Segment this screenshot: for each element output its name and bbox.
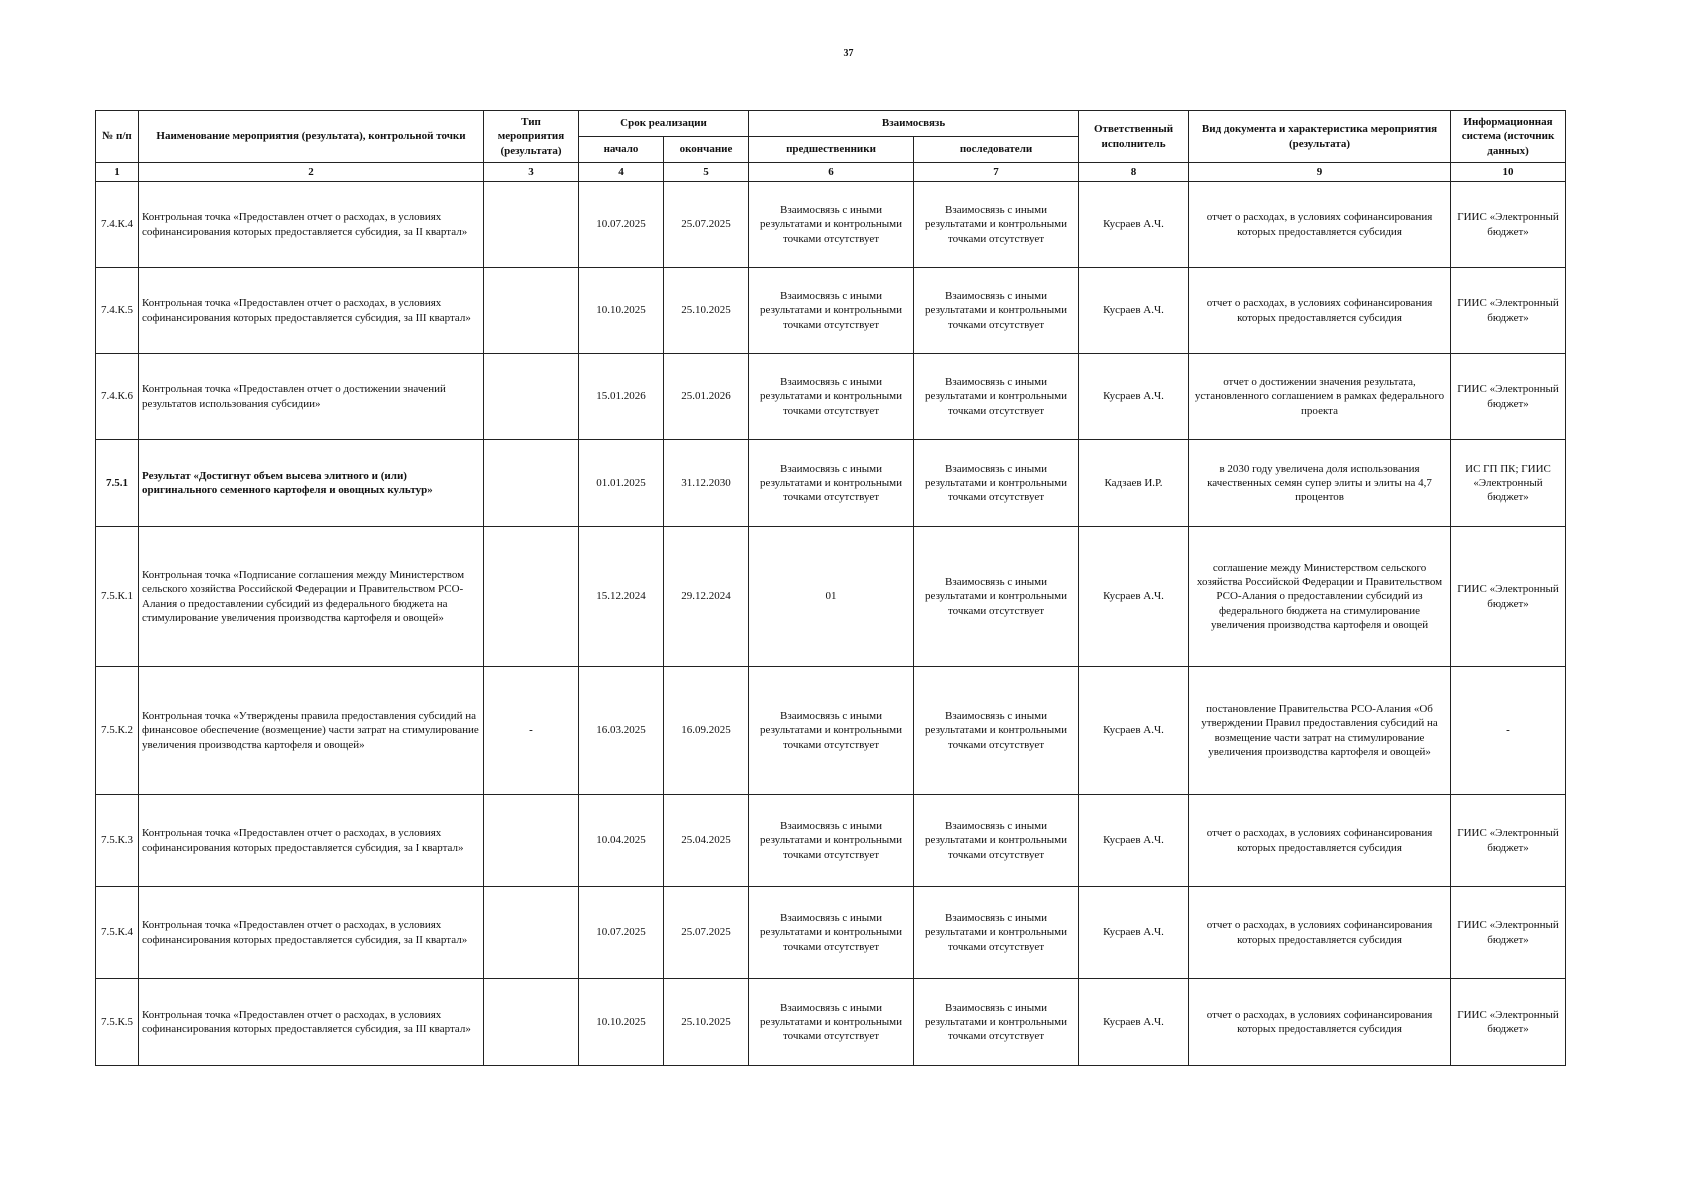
row-end-date: 25.04.2025: [664, 795, 749, 887]
row-info-system: ГИИС «Электронный бюджет»: [1451, 887, 1566, 979]
row-type: [484, 440, 579, 527]
row-name: Контрольная точка «Предоставлен отчет о расходах, в условиях софинансирования которых предоставляется субсидия, за II квартал»: [139, 887, 484, 979]
row-name: Контрольная точка «Предоставлен отчет о расходах, в условиях софинансирования которых предоставляется субсидия, за I квартал»: [139, 795, 484, 887]
column-number: 6: [749, 163, 914, 182]
row-start-date: 15.12.2024: [579, 527, 664, 667]
row-type: [484, 795, 579, 887]
row-successors: Взаимосвязь с иными результатами и контрольными точками отсутствует: [914, 667, 1079, 795]
row-successors: Взаимосвязь с иными результатами и контрольными точками отсутствует: [914, 440, 1079, 527]
row-successors: Взаимосвязь с иными результатами и контрольными точками отсутствует: [914, 182, 1079, 268]
row-start-date: 15.01.2026: [579, 354, 664, 440]
row-type: [484, 527, 579, 667]
page-number: 37: [843, 48, 854, 59]
header-start: начало: [579, 137, 664, 163]
row-responsible: Кусраев А.Ч.: [1079, 182, 1189, 268]
column-number: 2: [139, 163, 484, 182]
table-body: [96, 163, 1566, 1066]
row-name: Результат «Достигнут объем высева элитного и (или) оригинального семенного картофеля и овощных культур»: [139, 440, 484, 527]
row-name: Контрольная точка «Предоставлен отчет о расходах, в условиях софинансирования которых предоставляется субсидия, за III квартал»: [139, 268, 484, 354]
row-type: [484, 354, 579, 440]
column-number: 5: [664, 163, 749, 182]
header-successors: последователи: [914, 137, 1079, 163]
row-document: отчет о расходах, в условиях софинансирования которых предоставляется субсидия: [1189, 182, 1451, 268]
row-successors: Взаимосвязь с иными результатами и контрольными точками отсутствует: [914, 268, 1079, 354]
table-row: [96, 667, 1566, 795]
header-type: Тип мероприятия (результата): [484, 111, 579, 163]
row-start-date: 10.10.2025: [579, 268, 664, 354]
row-document: в 2030 году увеличена доля использования качественных семян супер элиты и элиты на 4,7 процентов: [1189, 440, 1451, 527]
column-number: 10: [1451, 163, 1566, 182]
row-predecessors: Взаимосвязь с иными результатами и контрольными точками отсутствует: [749, 182, 914, 268]
column-number: 9: [1189, 163, 1451, 182]
row-name: Контрольная точка «Утверждены правила предоставления субсидий на финансовое обеспечение (возмещение) части затрат на стимулирование увеличения производства картофеля и овощей»: [139, 667, 484, 795]
column-number: 4: [579, 163, 664, 182]
column-number: 8: [1079, 163, 1189, 182]
row-predecessors: Взаимосвязь с иными результатами и контрольными точками отсутствует: [749, 667, 914, 795]
row-responsible: Кусраев А.Ч.: [1079, 979, 1189, 1066]
row-code: 7.5.К.2: [96, 667, 139, 795]
row-responsible: Кусраев А.Ч.: [1079, 268, 1189, 354]
header-predecessors: предшественники: [749, 137, 914, 163]
row-start-date: 10.10.2025: [579, 979, 664, 1066]
row-end-date: 25.10.2025: [664, 979, 749, 1066]
row-info-system: ГИИС «Электронный бюджет»: [1451, 795, 1566, 887]
row-document: отчет о расходах, в условиях софинансирования которых предоставляется субсидия: [1189, 979, 1451, 1066]
row-info-system: ГИИС «Электронный бюджет»: [1451, 979, 1566, 1066]
row-info-system: ГИИС «Электронный бюджет»: [1451, 182, 1566, 268]
row-start-date: 10.07.2025: [579, 887, 664, 979]
row-successors: Взаимосвязь с иными результатами и контрольными точками отсутствует: [914, 354, 1079, 440]
row-document: соглашение между Министерством сельского хозяйства Российской Федерации и Правительством РСО-Алания о предоставлении субсидий из федерального бюджета на стимулирование увеличения производства картофеля и овощей: [1189, 527, 1451, 667]
row-predecessors: Взаимосвязь с иными результатами и контрольными точками отсутствует: [749, 268, 914, 354]
row-end-date: 16.09.2025: [664, 667, 749, 795]
header-name: Наименование мероприятия (результата), контрольной точки: [139, 111, 484, 163]
header-responsible: Ответственный исполнитель: [1079, 111, 1189, 163]
row-successors: Взаимосвязь с иными результатами и контрольными точками отсутствует: [914, 527, 1079, 667]
row-document: отчет о расходах, в условиях софинансирования которых предоставляется субсидия: [1189, 887, 1451, 979]
row-end-date: 25.10.2025: [664, 268, 749, 354]
row-type: [484, 182, 579, 268]
header-end: окончание: [664, 137, 749, 163]
row-type: [484, 268, 579, 354]
row-successors: Взаимосвязь с иными результатами и контрольными точками отсутствует: [914, 887, 1079, 979]
table-row: [96, 887, 1566, 979]
row-successors: Взаимосвязь с иными результатами и контрольными точками отсутствует: [914, 795, 1079, 887]
row-responsible: Кадзаев И.Р.: [1079, 440, 1189, 527]
column-number-row: [96, 163, 1566, 182]
row-predecessors: Взаимосвязь с иными результатами и контрольными точками отсутствует: [749, 979, 914, 1066]
row-predecessors: 01: [749, 527, 914, 667]
header-num: № п/п: [96, 111, 139, 163]
table-header: [96, 111, 1566, 163]
row-name: Контрольная точка «Предоставлен отчет о достижении значений результатов использования субсидии»: [139, 354, 484, 440]
table-row: [96, 795, 1566, 887]
header-period: Срок реализации: [579, 111, 749, 137]
row-info-system: ГИИС «Электронный бюджет»: [1451, 354, 1566, 440]
column-number: 1: [96, 163, 139, 182]
row-start-date: 16.03.2025: [579, 667, 664, 795]
row-info-system: ИС ГП ПК; ГИИС «Электронный бюджет»: [1451, 440, 1566, 527]
row-document: отчет о расходах, в условиях софинансирования которых предоставляется субсидия: [1189, 795, 1451, 887]
row-predecessors: Взаимосвязь с иными результатами и контрольными точками отсутствует: [749, 887, 914, 979]
row-info-system: -: [1451, 667, 1566, 795]
column-number: 3: [484, 163, 579, 182]
row-type: -: [484, 667, 579, 795]
row-predecessors: Взаимосвязь с иными результатами и контрольными точками отсутствует: [749, 354, 914, 440]
row-code: 7.4.К.5: [96, 268, 139, 354]
row-end-date: 31.12.2030: [664, 440, 749, 527]
row-info-system: ГИИС «Электронный бюджет»: [1451, 527, 1566, 667]
row-end-date: 25.01.2026: [664, 354, 749, 440]
row-code: 7.5.К.3: [96, 795, 139, 887]
row-document: постановление Правительства РСО-Алания «Об утверждении Правил предоставления субсидий на возмещение части затрат на стимулирование увеличения производства картофеля и овощей»: [1189, 667, 1451, 795]
row-document: отчет о расходах, в условиях софинансирования которых предоставляется субсидия: [1189, 268, 1451, 354]
row-predecessors: Взаимосвязь с иными результатами и контрольными точками отсутствует: [749, 440, 914, 527]
header-doc: Вид документа и характеристика мероприятия (результата): [1189, 111, 1451, 163]
row-successors: Взаимосвязь с иными результатами и контрольными точками отсутствует: [914, 979, 1079, 1066]
row-responsible: Кусраев А.Ч.: [1079, 667, 1189, 795]
row-type: [484, 887, 579, 979]
row-type: [484, 979, 579, 1066]
row-end-date: 25.07.2025: [664, 182, 749, 268]
row-end-date: 29.12.2024: [664, 527, 749, 667]
row-code: 7.5.К.4: [96, 887, 139, 979]
row-info-system: ГИИС «Электронный бюджет»: [1451, 268, 1566, 354]
row-start-date: 10.07.2025: [579, 182, 664, 268]
table-row: [96, 354, 1566, 440]
row-responsible: Кусраев А.Ч.: [1079, 354, 1189, 440]
row-start-date: 10.04.2025: [579, 795, 664, 887]
row-end-date: 25.07.2025: [664, 887, 749, 979]
row-document: отчет о достижении значения результата, установленного соглашением в рамках федерального проекта: [1189, 354, 1451, 440]
table-row: [96, 268, 1566, 354]
row-predecessors: Взаимосвязь с иными результатами и контрольными точками отсутствует: [749, 795, 914, 887]
table-row: [96, 440, 1566, 527]
row-responsible: Кусраев А.Ч.: [1079, 795, 1189, 887]
row-name: Контрольная точка «Предоставлен отчет о расходах, в условиях софинансирования которых предоставляется субсидия, за III квартал»: [139, 979, 484, 1066]
header-relation: Взаимосвязь: [749, 111, 1079, 137]
table-row: [96, 182, 1566, 268]
row-name: Контрольная точка «Предоставлен отчет о расходах, в условиях софинансирования которых предоставляется субсидия, за II квартал»: [139, 182, 484, 268]
row-code: 7.5.1: [96, 440, 139, 527]
row-code: 7.4.К.4: [96, 182, 139, 268]
row-responsible: Кусраев А.Ч.: [1079, 887, 1189, 979]
row-start-date: 01.01.2025: [579, 440, 664, 527]
row-code: 7.4.К.6: [96, 354, 139, 440]
table-row: [96, 527, 1566, 667]
row-code: 7.5.К.1: [96, 527, 139, 667]
header-info: Информационная система (источник данных): [1451, 111, 1566, 163]
row-responsible: Кусраев А.Ч.: [1079, 527, 1189, 667]
row-code: 7.5.К.5: [96, 979, 139, 1066]
plan-table: [95, 110, 1566, 1066]
column-number: 7: [914, 163, 1079, 182]
row-name: Контрольная точка «Подписание соглашения между Министерством сельского хозяйства Российской Федерации и Правительством РСО-Алания о предоставлении субсидий из федерального бюджета на стимулирование увеличения производства картофеля и овощей»: [139, 527, 484, 667]
table-row: [96, 979, 1566, 1066]
